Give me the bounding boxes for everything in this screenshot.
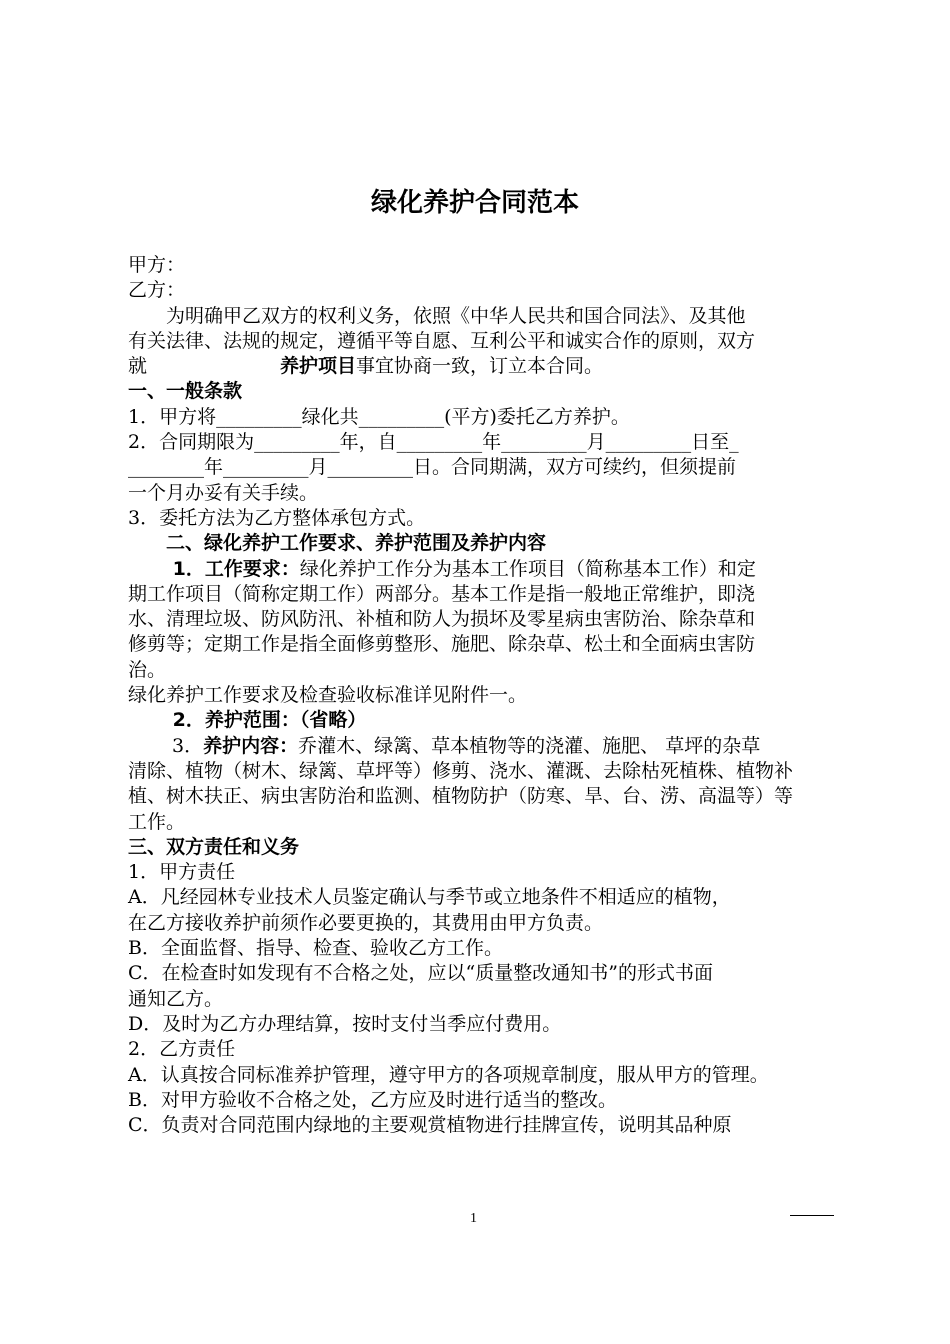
clause-label: 1．工作要求：	[128, 557, 300, 580]
section-heading: 二、绿化养护工作要求、养护范围及养护内容	[128, 532, 547, 555]
clause-line: ________年_________月_________日。合同期满，双方可续约，但须提前	[128, 456, 737, 479]
clause-line	[128, 557, 838, 582]
clause-line: 1．甲方将_________绿化共_________(平方)委托乙方养护。	[128, 405, 630, 428]
clause-line: 一个月办妥有关手续。	[128, 481, 319, 504]
project-label: 养护项目	[280, 355, 357, 378]
clause-line: 在乙方接收养护前须作必要更换的，其费用由甲方负责。	[128, 911, 604, 934]
preamble-line: 有关法律、法规的规定，遵循平等自愿、互利公平和诚实合作的原则，双方	[128, 329, 756, 352]
page-number: 1	[470, 1211, 477, 1226]
clause-text: 乔灌木、绿篱、草本植物等的浇灌、施肥、 草坪的杂草	[298, 734, 761, 757]
clause-line: C．在检查时如发现有不合格之处，应以“质量整改通知书”的形式书面	[128, 962, 713, 985]
preamble-line	[128, 354, 838, 379]
subsection-title: 2．乙方责任	[128, 1038, 236, 1061]
clause-line: D．及时为乙方办理结算，按时支付当季应付费用。	[128, 1012, 562, 1035]
clause-line: 植、树木扶正、病虫害防治和监测、植物防护（防寒、旱、台、涝、高温等）等	[128, 785, 794, 808]
section-heading: 三、双方责任和义务	[128, 835, 300, 858]
preamble-text: 事宜协商一致，订立本合同。	[356, 355, 604, 378]
document-body	[128, 253, 838, 1138]
clause-line: 水、清理垃圾、防风防汛、补植和防人为损坏及零星病虫害防治、除杂草和	[128, 608, 756, 631]
party-a-line: 甲方：	[128, 254, 186, 276]
clause-line: C．负责对合同范围内绿地的主要观赏植物进行挂牌宣传，说明其品种原	[128, 1114, 732, 1137]
clause-line: B．全面监督、指导、检查、验收乙方工作。	[128, 937, 503, 960]
document-title: 绿化养护合同范本	[370, 188, 579, 218]
clause-heading: 2．养护范围：（省略）	[128, 709, 367, 732]
clause-text: 绿化养护工作分为基本工作项目（简称基本工作）和定	[299, 557, 756, 580]
clause-line: 绿化养护工作要求及检查验收标准详见附件一。	[128, 684, 528, 707]
preamble-line: 为明确甲乙双方的权利义务，依照《中华人民共和国合同法》、及其他	[128, 304, 746, 327]
clause-line: A．凡经园林专业技术人员鉴定确认与季节或立地条件不相适应的植物，	[128, 886, 731, 909]
clause-label: 养护内容：	[203, 734, 299, 757]
clause-line: 3．委托方法为乙方整体承包方式。	[128, 506, 426, 529]
clause-line: A．认真按合同标准养护管理，遵守甲方的各项规章制度，服从甲方的管理。	[128, 1063, 769, 1086]
project-name-blank	[147, 355, 280, 377]
clause-line	[128, 734, 838, 759]
clause-line: 通知乙方。	[128, 987, 224, 1010]
clause-line: B．对甲方验收不合格之处，乙方应及时进行适当的整改。	[128, 1088, 617, 1111]
clause-line: 期工作项目（简称定期工作）两部分。基本工作是指一般地正常维护，即浇	[128, 582, 756, 605]
subsection-title: 1．甲方责任	[128, 861, 236, 884]
clause-line: 修剪等；定期工作是指全面修剪整形、施肥、除杂草、松土和全面病虫害防	[128, 633, 756, 656]
party-b-line: 乙方：	[128, 279, 186, 302]
section-heading: 一、一般条款	[128, 380, 243, 403]
clause-number: 3．	[128, 734, 204, 757]
clause-line: 工作。	[128, 810, 186, 833]
clause-line: 清除、植物（树木、绿篱、草坪等）修剪、浇水、灌溉、去除枯死植株、植物补	[128, 759, 794, 782]
footer-rule	[790, 1215, 834, 1216]
preamble-text: 就	[128, 355, 148, 378]
clause-line: 治。	[128, 658, 167, 681]
clause-line: 2．合同期限为_________年，自_________年_________月_________日至_	[128, 431, 739, 454]
